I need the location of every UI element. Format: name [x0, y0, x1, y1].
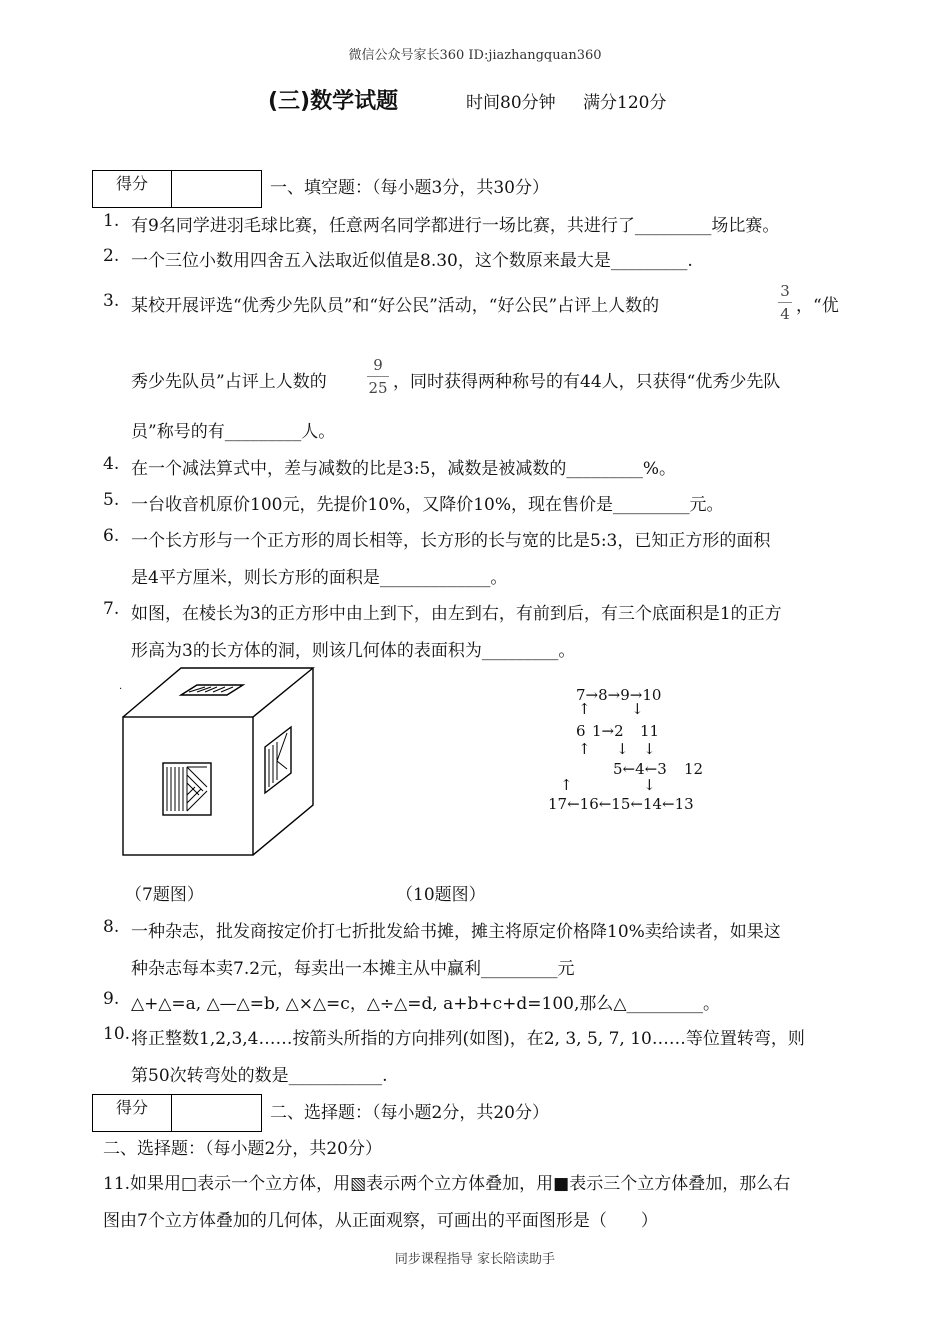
score-label: 得分: [93, 1095, 172, 1131]
fig10-caption: （10题图）: [396, 885, 486, 905]
q7-line1: 如图，在棱长为3的正方形中由上到下，由左到右，有前到后，有三个底面积是1的正方: [131, 604, 782, 624]
q4-number: 4.: [103, 454, 120, 474]
fig10-row7: 17←16←15←14←13: [548, 795, 694, 813]
q3-number: 3.: [103, 291, 120, 311]
score-box-2: [92, 1094, 262, 1132]
q6-number: 6.: [103, 526, 120, 546]
dot-mark: ·: [119, 684, 123, 695]
full-score: 满分120分: [583, 93, 667, 113]
fig10-row3-b: 1→2: [592, 722, 624, 740]
fig10-row1: 7→8→9→10: [576, 686, 662, 704]
score-blank: [172, 1095, 261, 1131]
time-limit: 时间80分钟: [466, 93, 556, 113]
q7-number: 7.: [103, 599, 120, 619]
q8-number: 8.: [103, 917, 120, 937]
fig10-row5-a: 5←4←3: [613, 760, 667, 778]
fig10-row3-a: 6: [576, 722, 586, 740]
q2-text: 一个三位小数用四舍五入法取近似值是8.30，这个数原来最大是_________.: [131, 251, 693, 271]
exam-title: (三)数学试题: [268, 89, 399, 114]
q8-line2: 种杂志每本卖7.2元，每卖出一本摊主从中赢利_________元: [131, 959, 575, 979]
q3-fraction-1: [778, 282, 792, 323]
fraction-denominator: 4: [780, 305, 790, 323]
q3-fraction-2: [367, 356, 389, 397]
q7-line2: 形高为3的长方体的洞，则该几何体的表面积为_________。: [131, 641, 576, 661]
fig10-row3-c: 11: [640, 722, 660, 740]
score-blank: [172, 171, 261, 207]
q9-text: △+△=a, △—△=b, △×△=c，△÷△=d, a+b+c+d=100,那么△_________。: [131, 994, 720, 1014]
q8-line1: 一种杂志，批发商按定价打七折批发給书摊，摊主将原定价格降10%卖给读者，如果这: [131, 922, 781, 942]
fig10-down-arrow: ↓: [631, 700, 644, 718]
q6-line1: 一个长方形与一个正方形的周长相等，长方形的长与宽的比是5:3，已知正方形的面积: [131, 531, 771, 551]
q10-line2: 第50次转弯处的数是___________.: [131, 1066, 388, 1086]
fig10-up-arrow: ↑: [578, 740, 591, 758]
fig10-up-arrow: ↑: [560, 776, 573, 794]
fig10-up-arrow: ↑: [578, 700, 591, 718]
section2-heading-repeat: 二、选择题：（每小题2分，共20分）: [103, 1139, 382, 1159]
q6-line2: 是4平方厘米，则长方形的面积是_____________。: [131, 568, 508, 588]
section2-heading: 二、选择题：（每小题2分，共20分）: [270, 1103, 549, 1123]
q11-line2: 图由7个立方体叠加的几何体，从正面观察，可画出的平面图形是（ ）: [103, 1211, 658, 1231]
q3-line2-start: 秀少先队员”占评上人数的: [131, 372, 327, 392]
q10-line1: 将正整数1,2,3,4……按箭头所指的方向排列(如图)，在2, 3, 5, 7, 10……等位置转弯，则: [131, 1029, 805, 1049]
q2-number: 2.: [103, 246, 120, 266]
q11-line1: 11.如果用□表示一个立方体，用▧表示两个立方体叠加，用■表示三个立方体叠加，那么右: [103, 1174, 791, 1194]
q3-line1: 某校开展评选“优秀少先队员”和“好公民”活动，“好公民”占评上人数的: [131, 296, 660, 316]
q4-text: 在一个减法算式中，差与减数的比是3:5，减数是被减数的_________%。: [131, 459, 677, 479]
fraction-denominator: 25: [368, 379, 388, 397]
section1-heading: 一、填空题：（每小题3分，共30分）: [270, 178, 549, 198]
fig10-down-arrow: ↓: [643, 776, 656, 794]
fig7-caption: （7题图）: [125, 885, 204, 905]
score-label: 得分: [93, 171, 172, 207]
page-header: 微信公众号家长360 ID:jiazhangquan360: [348, 48, 602, 63]
cube-figure: [115, 665, 325, 860]
fig10-down-arrow: ↓: [616, 740, 629, 758]
q1-text: 有9名同学进羽毛球比赛，任意两名同学都进行一场比赛，共进行了_________场比赛。: [131, 216, 780, 236]
fig10-down-arrow: ↓: [643, 740, 656, 758]
q9-number: 9.: [103, 989, 120, 1009]
q3-line2-end: ，同时获得两种称号的有44人，只获得“优秀少先队: [393, 372, 781, 392]
q5-text: 一台收音机原价100元，先提价10%，又降价10%，现在售价是_________元。: [131, 495, 724, 515]
q5-number: 5.: [103, 490, 120, 510]
q3-line3: 员”称号的有_________人。: [131, 422, 336, 442]
q1-number: 1.: [103, 211, 120, 231]
fig10-row5-b: 12: [684, 760, 704, 778]
q3-line1-end: ，“优: [796, 296, 839, 316]
exam-subtitle: [466, 88, 689, 113]
fraction-numerator: 9: [373, 356, 383, 374]
page-footer: 同步课程指导 家长陪读助手: [394, 1252, 556, 1267]
score-box-1: [92, 170, 262, 208]
q10-number: 10.: [103, 1024, 131, 1044]
fraction-numerator: 3: [780, 282, 790, 300]
